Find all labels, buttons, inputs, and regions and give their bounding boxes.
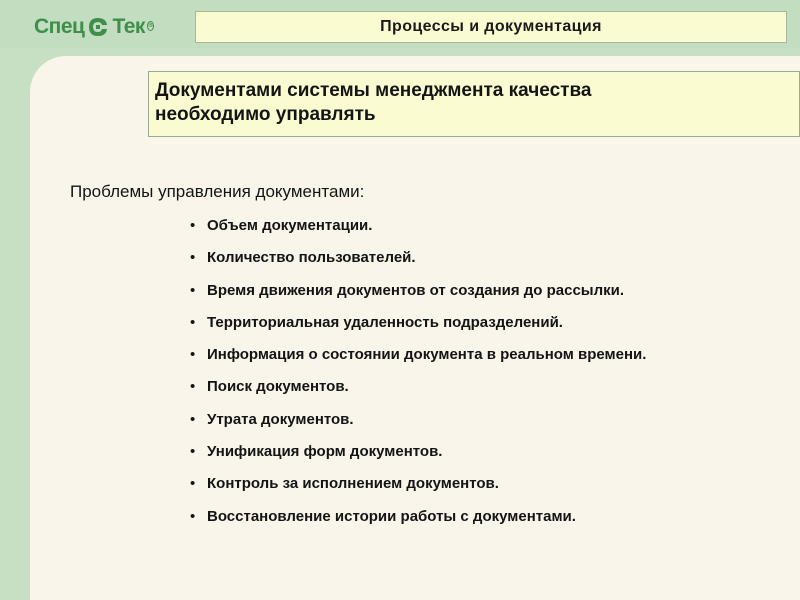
list-item [190, 411, 646, 443]
bullet-icon: • [190, 313, 196, 331]
problems-list [190, 217, 646, 540]
bullet-icon: • [190, 346, 196, 364]
subtitle-line-2: необходимо управлять [155, 104, 376, 125]
list-item [190, 282, 646, 314]
list-item-text: Количество пользователей. [207, 249, 416, 267]
bullet-icon: • [190, 281, 196, 299]
list-item [190, 217, 646, 249]
list-item [190, 346, 646, 378]
subtitle-box [148, 71, 800, 137]
registered-mark: ® [148, 22, 153, 29]
list-item [190, 314, 646, 346]
list-item-text: Информация о состоянии документа в реальном времени. [207, 346, 647, 364]
list-item [190, 475, 646, 507]
list-item-text: Объем документации. [207, 217, 373, 234]
spectek-swirl-icon [85, 14, 111, 40]
list-item [190, 249, 646, 281]
page-title: Процессы и документация [380, 18, 602, 35]
bullet-icon: • [190, 507, 196, 525]
problems-heading: Проблемы управления документами: [70, 182, 365, 201]
bullet-icon: • [190, 475, 196, 493]
logo-right-text: Тек [112, 15, 145, 38]
list-item [190, 443, 646, 475]
list-item [190, 508, 646, 540]
subtitle-line-1: Документами системы менеджмента качества [155, 80, 592, 101]
company-logo [34, 10, 154, 44]
bullet-icon: • [190, 249, 196, 267]
list-item-text: Унификация форм документов. [207, 443, 443, 461]
list-item-text: Время движения документов от создания до рассылки. [207, 281, 625, 299]
page-title-bar [195, 11, 787, 43]
list-item [190, 378, 646, 410]
bullet-icon: • [190, 410, 196, 428]
bullet-icon: • [190, 378, 196, 396]
logo-left-text: Спец [34, 15, 85, 38]
bullet-icon: • [190, 217, 196, 234]
list-item-text: Утрата документов. [207, 410, 354, 428]
bullet-icon: • [190, 443, 196, 461]
list-item-text: Контроль за исполнением документов. [207, 475, 499, 493]
list-item-text: Восстановление истории работы с документами. [207, 507, 576, 525]
list-item-text: Поиск документов. [207, 378, 349, 396]
list-item-text: Территориальная удаленность подразделений. [207, 313, 563, 331]
